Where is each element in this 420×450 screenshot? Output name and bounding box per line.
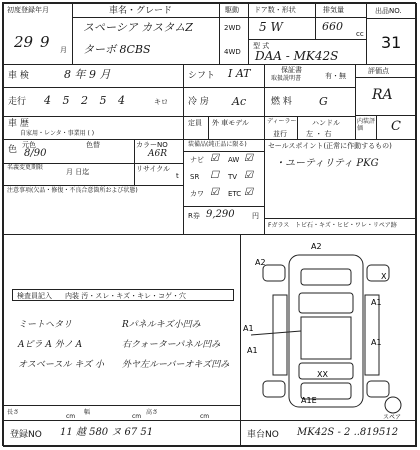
chassis-label: 車台NO [247,430,279,440]
car-name-value: スペーシア カスタムZ [83,21,193,34]
wheel-fl [263,265,285,281]
inspection-value: 8 年 9 月 [64,68,111,81]
notes-cell [3,185,184,235]
inspector-tags: 内装 汚・スレ・キズ・キレ・コゲ・穴 [65,292,187,300]
left-side [273,295,287,375]
recycle-unit: t [176,172,179,180]
inspector-right-1: Rパネルキズ小凹み [122,320,201,330]
car-name-label: 車名・グレード [109,6,173,16]
fuel-value: G [319,95,328,108]
mileage-value: 4 5 2 5 4 [44,94,129,107]
car-front-glass [299,293,353,313]
shift-label: シフト [188,71,216,81]
color-no-label: カラーNO [136,141,168,149]
history-cell [3,116,184,140]
lot-label: 出品NO. [375,7,402,15]
displacement-cell [315,3,367,40]
diagram-label-7: XX [317,370,328,379]
color-label: 色 [8,145,18,155]
spare-tire-icon [385,397,401,413]
diagram-label-2: A1 [243,324,254,333]
spare-label: スペア [383,414,402,421]
inspector-cell [3,234,241,406]
warranty-options: 有・無 [325,72,346,80]
equip-leather-mark: ☑ [210,187,219,198]
callout-left [251,331,301,335]
car-roof [301,317,351,359]
equip-recycle-unit: 円 [252,212,259,220]
mileage-unit: キロ [154,98,168,106]
car-hood [301,269,351,285]
first-reg-month: 9 [40,33,50,51]
inspector-title: 検査員記入 [17,292,52,300]
displacement-value: 660 [322,20,343,33]
exterior-label: 外 車モデル [212,119,249,127]
dealer-sub: 並行 [273,130,287,138]
color-no-value: A6R [148,149,168,159]
interior-label: 内装評価 [357,118,376,132]
equip-sr: SR [190,173,200,181]
lot-cell [366,3,417,65]
length-unit: cm [66,413,76,420]
model-value: DAA - MK42S [255,49,339,63]
ac-cell [183,87,265,117]
interior-value-cell [376,115,417,140]
equipment-title: 装備品(純正品に限る) [188,141,247,148]
diagram-label-6: A1 [371,298,382,307]
inspection-label: 車 検 [8,71,29,81]
displacement-unit: cc [356,30,364,38]
sales-point-cell [264,139,417,219]
ac-value: Ac [232,95,247,108]
fuel-label: 燃 料 [271,97,292,107]
first-reg-year: 29 [14,33,34,51]
dealer-label: ディーラー [267,118,297,125]
sales-point-title: セールスポイント(正常に作動するもの) [268,142,392,150]
car-name-cell [72,3,220,65]
height-unit: cm [200,413,210,420]
length-label: 長さ [7,409,20,416]
door-value: 5 W [259,20,283,34]
glass-cell [264,218,417,235]
inspector-right-2: 右クォーターパネル凹み [122,340,221,350]
inspector-line-2: Aピラ A 外ノ A [18,340,83,350]
equip-recycle-label: R券 [188,212,200,220]
door-cell [248,3,316,40]
inspector-line-3: オスベースル キズ 小 [18,360,105,370]
equip-sr-mark: ☐ [210,170,219,181]
diagram-label-8: X [381,272,387,281]
car-grade-value: ターボ 8CBS [83,43,151,56]
drive-cell [219,3,249,65]
drive-4wd: 4WD [224,48,241,56]
equip-aw-mark: ☑ [244,153,253,164]
equip-navi-mark: ☑ [210,153,219,164]
right-side [365,295,379,375]
interior-label-cell [355,115,377,140]
chassis-value: MK42S - 2 ..819512 [297,427,399,438]
equip-leather: カワ [190,190,204,198]
first-reg-month-unit: 月 [60,46,67,54]
door-label: ドア数・形状 [254,6,296,14]
model-cell [248,39,367,65]
grade-value: RA [372,87,393,103]
inspection-sheet [2,2,416,446]
glass-options: トビ石・キズ・ヒビ・ワレ・リペア跡 [295,222,397,229]
shift-value: I AT [228,67,251,80]
lot-value: 31 [381,33,402,52]
equip-navi: ナビ [190,156,204,164]
grade-cell [355,64,417,116]
dealer-cell [264,116,298,140]
history-sub: 自家用・レンタ・事業用 ( ) [20,130,95,137]
color-cell [3,139,184,186]
recycle-label: リサイクル [136,165,171,173]
equip-aw: AW [228,156,240,164]
equip-recycle-value: 9,290 [206,209,235,220]
inspector-right-3: 外ヤ左ルーバーオキズ凹み [122,360,230,370]
capacity-label: 定員 [188,119,202,127]
first-registration-cell [3,3,73,65]
car-diagram [241,235,417,421]
mileage-cell [3,87,184,117]
dimensions-cell [3,405,241,421]
equip-etc: ETC [228,190,242,198]
diagram-label-5: A1E [301,396,317,405]
handle-label: ハンドル [312,119,340,127]
chassis-cell [240,420,417,447]
fuel-cell [264,87,356,117]
equipment-cell [183,139,265,235]
inspection-cell [3,64,184,88]
inspector-title-bar [12,289,234,301]
reg-label: 登録NO [10,430,42,440]
equip-etc-mark: ☑ [244,187,253,198]
diagram-label-4: A1 [371,338,382,347]
glass-label: Fガラス [268,222,290,229]
notes-title: 注意事項(欠品・修復・不良合意箇所および状態) [7,187,138,194]
doc-label: 名義変更期限 [7,164,44,171]
reg-cell [3,420,241,447]
equip-tv: TV [228,173,238,181]
handle-options: 左 ・ 右 [306,130,332,138]
width-unit: cm [132,413,142,420]
width-label: 幅 [84,409,91,416]
diagram-label-3: A1 [247,346,258,355]
sales-point-value: ・ユーティリティ PKG [275,158,379,169]
color-change: 色替 [86,141,100,149]
ac-label: 冷 房 [188,97,209,107]
reg-value: 11 越 580 ヌ 67 51 [60,427,154,438]
color-orig: 元色 [22,141,36,149]
history-label: 車 歴 [8,119,29,129]
model-label: 型 式 [253,42,270,50]
interior-value: C [391,119,401,134]
height-label: 高さ [146,409,159,416]
warranty-label: 保証書 [281,66,302,74]
capacity-cell [183,116,209,140]
drive-label: 駆動 [225,6,239,14]
car-diagram-cell [240,234,417,421]
shift-cell [183,64,265,88]
displacement-label: 排気量 [323,6,344,14]
exterior-cell [208,116,265,140]
warranty-cell [264,64,356,88]
grade-label: 評価点 [368,67,389,75]
drive-2wd: 2WD [224,24,241,32]
first-reg-label: 初度登録年月 [7,6,49,14]
mileage-label: 走行 [8,97,27,107]
inspector-line-1: ミートヘタリ [18,320,73,330]
doc-value: 月 日迄 [66,168,90,176]
warranty-sub: 取扱説明書 [271,75,302,82]
handle-cell [297,116,356,140]
wheel-rr [367,381,389,397]
wheel-rl [263,381,285,397]
color-value: 8/90 [24,148,47,159]
equip-tv-mark: ☑ [244,170,253,181]
diagram-label-1: A2 [255,258,266,267]
diagram-label-0: A2 [311,242,322,251]
